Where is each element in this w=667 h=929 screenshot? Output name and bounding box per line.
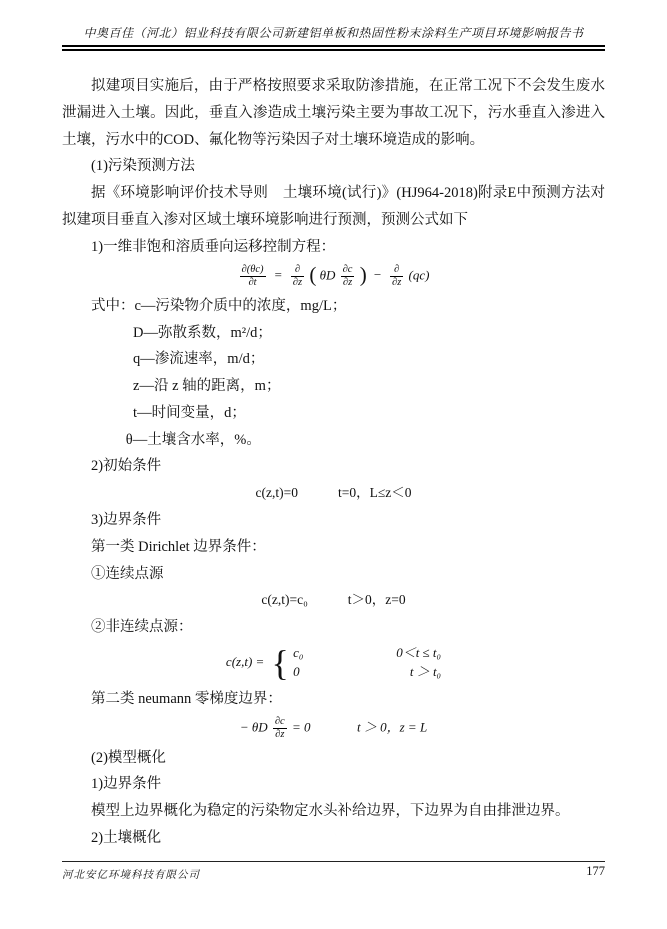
case-row-2 xyxy=(293,663,441,682)
neumann-numerator: ∂c xyxy=(273,716,287,729)
d2-denominator: ∂z xyxy=(392,276,402,288)
initial-condition-equation xyxy=(62,480,605,507)
case1-condition: 0＜t ≤ t₀ xyxy=(396,645,442,661)
noncontinuous-source-label: ②非连续点源： xyxy=(91,619,193,636)
section4-sub2: 2)土壤概化 xyxy=(91,830,162,847)
case1-value: c₀ xyxy=(293,645,304,661)
inner-fraction xyxy=(341,264,355,289)
lhs-fraction xyxy=(240,264,266,289)
continuous-source-equation xyxy=(62,587,605,614)
neumann-post: = 0 xyxy=(291,719,311,735)
where-q-line: q—渗流速率，m/d； xyxy=(133,351,265,368)
neumann-fraction xyxy=(273,716,287,741)
noncontinuous-source-equation xyxy=(62,641,605,686)
page-number: 177 xyxy=(586,864,605,878)
lhs-denominator: ∂t xyxy=(248,276,257,288)
init-condition: t=0，L≤z＜0 xyxy=(337,485,412,501)
open-paren: ( xyxy=(309,262,317,287)
header-double-rule xyxy=(62,45,605,51)
footer-rule xyxy=(62,861,605,862)
cont-lhs: c(z,t)=c₀ xyxy=(261,592,308,608)
theta-D-term: θD xyxy=(319,267,336,283)
equation1-label: 1)一维非饱和溶质垂向运移控制方程： xyxy=(91,238,336,255)
where-t-line: t—时间变量，d； xyxy=(133,404,246,421)
section1-text: 据《环境影响评价技术导则 土壤环境(试行)》(HJ964-2018)附录E中预测方法对拟建项目垂直入渗对区域土壤环境影响进行预测，预测公式如下 xyxy=(62,185,605,228)
init-lhs: c(z,t)=0 xyxy=(255,485,298,501)
case2-value: 0 xyxy=(293,663,300,679)
section4-sub1: 1)边界条件 xyxy=(91,776,162,793)
neumann-condition: t ＞ 0，z = L xyxy=(357,719,428,735)
d2-fraction xyxy=(390,264,403,289)
piecewise-cases xyxy=(293,644,441,682)
equals-sign: = xyxy=(273,267,283,283)
section3-heading: 3)边界条件 xyxy=(91,512,162,529)
document-body xyxy=(62,73,605,852)
page-header-title: 中奥百佳（河北）铝业科技有限公司新建铝单板和热固性粉末涂料生产项目环境影响报告书 xyxy=(83,26,584,40)
dirichlet-label: 第一类 Dirichlet 边界条件： xyxy=(91,538,266,555)
left-brace: { xyxy=(271,642,289,683)
neumann-denominator: ∂z xyxy=(275,728,285,740)
case2-condition: t ＞ t₀ xyxy=(409,663,442,679)
neumann-label: 第二类 neumann 零梯度边界： xyxy=(91,690,282,707)
section2-heading: 2)初始条件 xyxy=(91,458,162,475)
neumann-equation xyxy=(62,713,605,745)
d1-numerator: ∂ xyxy=(291,264,304,277)
inner-denominator: ∂z xyxy=(342,276,353,288)
case-row-1 xyxy=(293,644,441,663)
neumann-pre: − θD xyxy=(239,719,268,735)
close-paren: ) xyxy=(359,262,367,287)
minus-sign: − xyxy=(372,267,382,283)
qc-term: (qc) xyxy=(408,267,430,283)
where-theta-line: θ—土壤含水率，%。 xyxy=(125,431,261,448)
d2-numerator: ∂ xyxy=(390,264,403,277)
piecewise-lhs: c(z,t) = xyxy=(225,653,265,669)
section4-text: 模型上边界概化为稳定的污染物定水头补给边界，下边界为自由排泄边界。 xyxy=(91,803,570,820)
cont-condition: t＞0，z=0 xyxy=(347,592,406,608)
inner-numerator: ∂c xyxy=(341,264,355,277)
where-z-line: z—沿 z 轴的距离，m； xyxy=(133,378,281,395)
where-c-line: 式中：c—污染物介质中的浓度，mg/L； xyxy=(91,297,347,314)
footer-company: 河北安亿环境科技有限公司 xyxy=(62,870,200,881)
section1-heading: (1)污染预测方法 xyxy=(91,158,195,175)
d1-denominator: ∂z xyxy=(292,276,303,288)
section4-heading: (2)模型概化 xyxy=(91,749,166,766)
intro-paragraph: 拟建项目实施后，由于严格按照要求采取防渗措施，在正常工况下不会发生废水泄漏进入土壤。因此，垂直入渗造成土壤污染主要为事故工况下，污水垂直入渗进入土壤，污水中的COD、氟化物等污染因子对土壤环境造成的影响。 xyxy=(62,78,605,148)
governing-equation xyxy=(62,261,605,293)
lhs-numerator: ∂(θc) xyxy=(240,264,266,277)
continuous-source-label: ①连续点源 xyxy=(91,565,164,582)
d1-fraction xyxy=(291,264,304,289)
where-D-line: D—弥散系数，m²/d； xyxy=(133,324,272,341)
